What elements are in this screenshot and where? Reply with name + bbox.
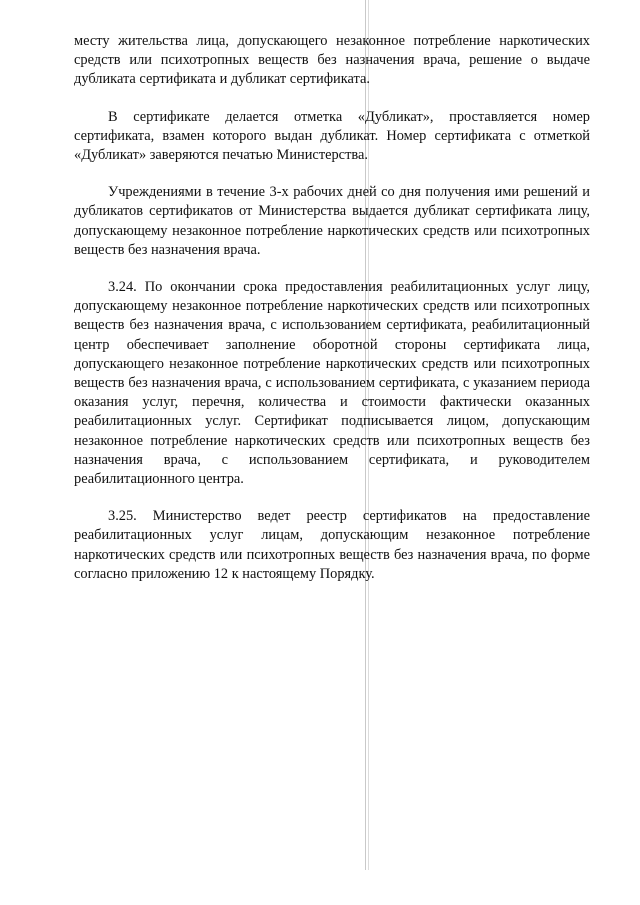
paragraph-3-25: 3.25. Министерство ведет реестр сертификатов на предоставление реабилитационных услуг лицам, допускающим незаконное потребление наркотических средств или психотропных веществ без назначения врача, по форме согласно приложению 12 к настоящему Порядку. xyxy=(74,508,590,582)
paragraph-institutions-issue: Учреждениями в течение 3-х рабочих дней со дня получения ими решений и дубликатов сертификатов от Министерства выдается дубликат сертификата лицу, допускающему незаконное потребление наркотических средств или психотропных веществ без назначения врача. xyxy=(74,184,590,258)
paragraph-3-24: 3.24. По окончании срока предоставления реабилитационных услуг лицу, допускающему незаконное потребление наркотических средств или психотропных веществ без назначения врача, с использованием сертификата, реабилитационный центр обеспечивает заполнение оборотной стороны сертификата лица, допускающего незаконное потребление наркотических средств или психотропных веществ без назначения врача, с использованием сертификата, с указанием периода оказания услуг, перечня, количества и стоимости фактически оказанных реабилитационных услуг. Сертификат подписывается лицом, допускающим незаконное потребление наркотических средств или психотропных веществ без назначения врача, с использованием сертификата, и руководителем реабилитационного центра. xyxy=(74,279,590,488)
paragraph-duplicate-mark: В сертификате делается отметка «Дубликат», проставляется номер сертификата, взамен которого выдан дубликат. Номер сертификата с отметкой «Дубликат» заверяются печатью Министерства. xyxy=(74,108,590,164)
document-body xyxy=(74,32,590,584)
paragraph-continuation: месту жительства лица, допускающего незаконное потребление наркотических средств или психотропных веществ без назначения врача, решение о выдаче дубликата сертификата и дубликат сертификата. xyxy=(74,33,590,88)
